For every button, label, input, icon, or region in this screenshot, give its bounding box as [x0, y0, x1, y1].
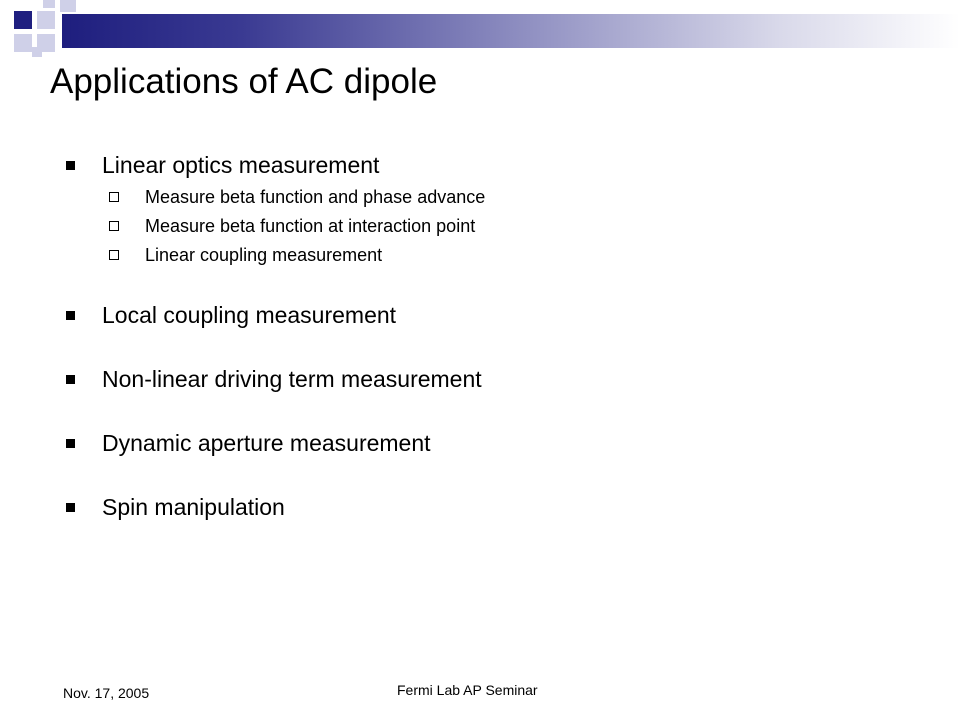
header-gradient-bar — [62, 14, 960, 48]
square-bullet-icon — [66, 503, 75, 512]
bullet-text: Linear optics measurement — [102, 152, 380, 178]
hollow-square-bullet-icon — [109, 221, 119, 231]
logo-square-light — [43, 0, 55, 8]
square-bullet-icon — [66, 439, 75, 448]
sub-bullet-item — [145, 185, 485, 209]
bullet-text: Spin manipulation — [102, 494, 285, 520]
bullet-item — [102, 364, 482, 394]
sub-bullet-text: Measure beta function and phase advance — [145, 187, 486, 207]
sub-bullet-text: Linear coupling measurement — [145, 245, 383, 265]
bullet-text: Local coupling measurement — [102, 302, 397, 328]
square-bullet-icon — [66, 311, 75, 320]
logo-square-light — [32, 47, 42, 57]
logo-square-light — [37, 11, 55, 29]
bullet-text: Non-linear driving term measurement — [102, 366, 482, 392]
bullet-item — [102, 492, 285, 522]
logo-square-light — [14, 34, 32, 52]
logo-square-dark — [14, 11, 32, 29]
hollow-square-bullet-icon — [109, 250, 119, 260]
sub-bullet-item — [145, 243, 382, 267]
square-bullet-icon — [66, 375, 75, 384]
sub-bullet-text: Measure beta function at interaction point — [145, 216, 476, 236]
logo-square-light — [60, 0, 76, 12]
footer-date: Nov. 17, 2005 — [63, 685, 150, 701]
bullet-item — [102, 428, 431, 458]
bullet-item — [102, 300, 396, 330]
sub-bullet-item — [145, 214, 475, 238]
bullet-item — [102, 150, 379, 180]
square-bullet-icon — [66, 161, 75, 170]
bullet-text: Dynamic aperture measurement — [102, 430, 431, 456]
slide-title: Applications of AC dipole — [50, 62, 438, 101]
footer-presentation-title: Fermi Lab AP Seminar — [397, 682, 538, 698]
hollow-square-bullet-icon — [109, 192, 119, 202]
